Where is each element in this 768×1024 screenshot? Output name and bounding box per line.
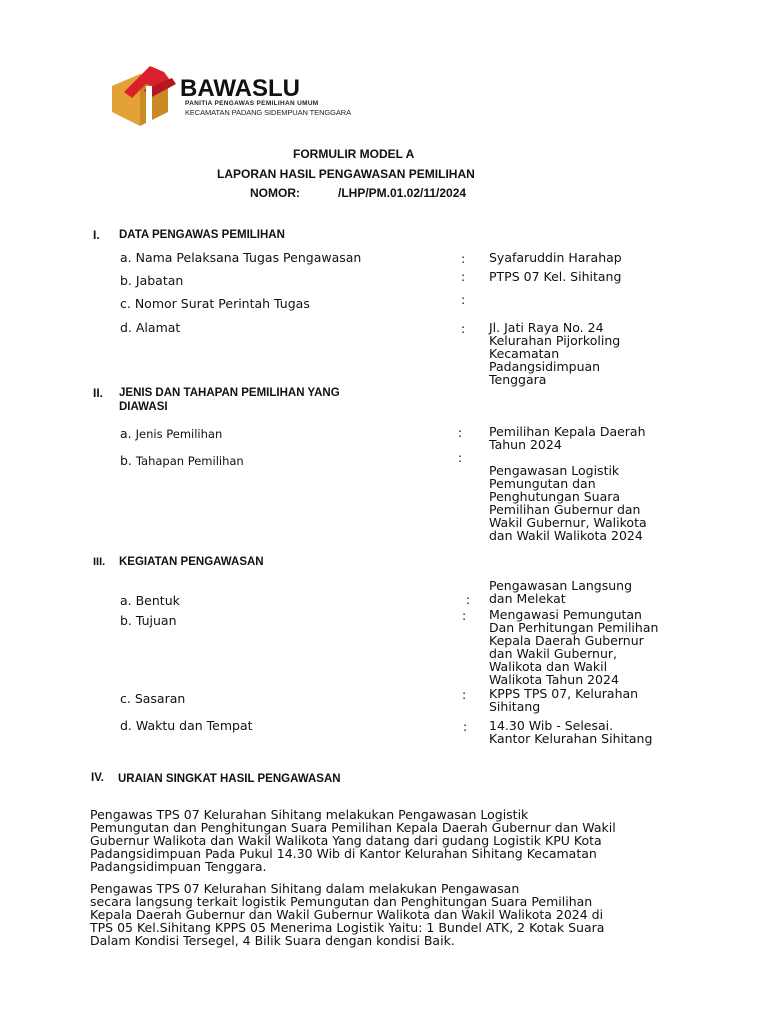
s2-row-colon: :: [458, 450, 463, 465]
section3-title: KEGIATAN PENGAWASAN: [119, 556, 264, 568]
nomor-value: /LHP/PM.01.02/11/2024: [338, 186, 467, 200]
logo-subtitle-1: PANITIA PENGAWAS PEMILIHAN UMUM: [185, 100, 319, 107]
section1-title: DATA PENGAWAS PEMILIHAN: [119, 229, 285, 241]
s3-row-value: KPPS TPS 07, Kelurahan Sihitang: [489, 686, 639, 714]
s3-row-colon: :: [462, 687, 467, 702]
logo-subtitle-2: KECAMATAN PADANG SIDEMPUAN TENGGARA: [185, 108, 351, 117]
s1-row-colon: :: [461, 269, 466, 284]
s3-row-colon: :: [466, 592, 471, 607]
s3-row-label: d. Waktu dan Tempat: [120, 718, 253, 733]
s2-row-prefix: b.: [120, 453, 132, 468]
section2-title: JENIS DAN TAHAPAN PEMILIHAN YANG DIAWASI: [119, 387, 340, 413]
logo-name: BAWASLU: [180, 75, 300, 102]
s2-row-label: [120, 426, 222, 441]
s1-row-colon: :: [461, 321, 466, 336]
s1-row-colon: :: [461, 251, 466, 266]
section4-title: URAIAN SINGKAT HASIL PENGAWASAN: [118, 773, 341, 785]
s2-row-text: Tahapan Pemilihan: [135, 454, 244, 468]
s2-row-text: Jenis Pemilihan: [135, 427, 223, 441]
nomor-label: NOMOR:: [250, 186, 300, 200]
s3-row-value: Pengawasan Langsung dan Melekat: [489, 578, 633, 606]
section1-number: I.: [93, 228, 100, 242]
summary-paragraph: Pengawas TPS 07 Kelurahan Sihitang dalam melakukan Pengawasan secara langsung terkait logistik Pemungutan dan Penghitungan Suara Pemilihan Kepala Daerah Gubernur dan Wakil Gubernur Walikota dan Wakil Walikota 2024 di TPS 05 Kel.Sihitang KPPS 05 Menerima Logistik Yaitu: 1 Bundel ATK, 2 Kotak Suara Dalam Kondisi Tersegel, 4 Bilik Suara dengan kondisi Baik.: [90, 881, 605, 948]
s1-row-label: d. Alamat: [120, 320, 181, 335]
bawaslu-logo: [110, 64, 351, 128]
s3-row-label: c. Sasaran: [120, 691, 186, 706]
s3-row-colon: :: [462, 608, 467, 623]
s2-row-colon: :: [458, 425, 463, 440]
section2-number: II.: [93, 386, 104, 400]
s3-row-label: b. Tujuan: [120, 613, 177, 628]
s1-row-value: PTPS 07 Kel. Sihitang: [489, 269, 622, 284]
form-title: FORMULIR MODEL A: [293, 147, 415, 161]
section3-number: III.: [93, 556, 106, 568]
s3-row-label: a. Bentuk: [120, 593, 180, 608]
report-title: LAPORAN HASIL PENGAWASAN PEMILIHAN: [217, 167, 475, 181]
section4-number: IV.: [91, 772, 105, 784]
s3-row-colon: :: [463, 719, 468, 734]
bawaslu-emblem-icon: [110, 64, 182, 128]
s3-row-value: 14.30 Wib - Selesai. Kantor Kelurahan Sihitang: [489, 718, 653, 746]
s1-row-value: Syafaruddin Harahap: [489, 250, 622, 265]
s3-row-value: Mengawasi Pemungutan Dan Perhitungan Pemilihan Kepala Daerah Gubernur dan Wakil Gubernur, Walikota dan Wakil Walikota Tahun 2024: [489, 607, 659, 687]
s1-row-label: c. Nomor Surat Perintah Tugas: [120, 296, 310, 311]
s1-row-label: a. Nama Pelaksana Tugas Pengawasan: [120, 250, 362, 265]
s1-row-colon: :: [461, 292, 466, 307]
summary-paragraph: Pengawas TPS 07 Kelurahan Sihitang melakukan Pengawasan Logistik Pemungutan dan Penghitungan Suara Pemilihan Kepala Daerah Gubernur dan Wakil Gubernur Walikota dan Wakil Walikota Yang datang dari gudang Logistik KPU Kota Padangsidimpuan Pada Pukul 14.30 Wib di Kantor Kelurahan Sihitang Kecamatan Padangsidimpuan Tenggara.: [90, 807, 616, 874]
s1-row-value: Jl. Jati Raya No. 24 Kelurahan Pijorkoling Kecamatan Padangsidimpuan Tenggara: [489, 320, 621, 387]
s2-row-value: Pemilihan Kepala Daerah Tahun 2024: [489, 424, 646, 452]
s1-row-label: b. Jabatan: [120, 273, 184, 288]
s2-row-value: Pengawasan Logistik Pemungutan dan Penghutungan Suara Pemilihan Gubernur dan Wakil Gubernur, Walikota dan Wakil Walikota 2024: [489, 463, 647, 543]
s2-row-label: [120, 453, 244, 468]
s2-row-prefix: a.: [120, 426, 132, 441]
